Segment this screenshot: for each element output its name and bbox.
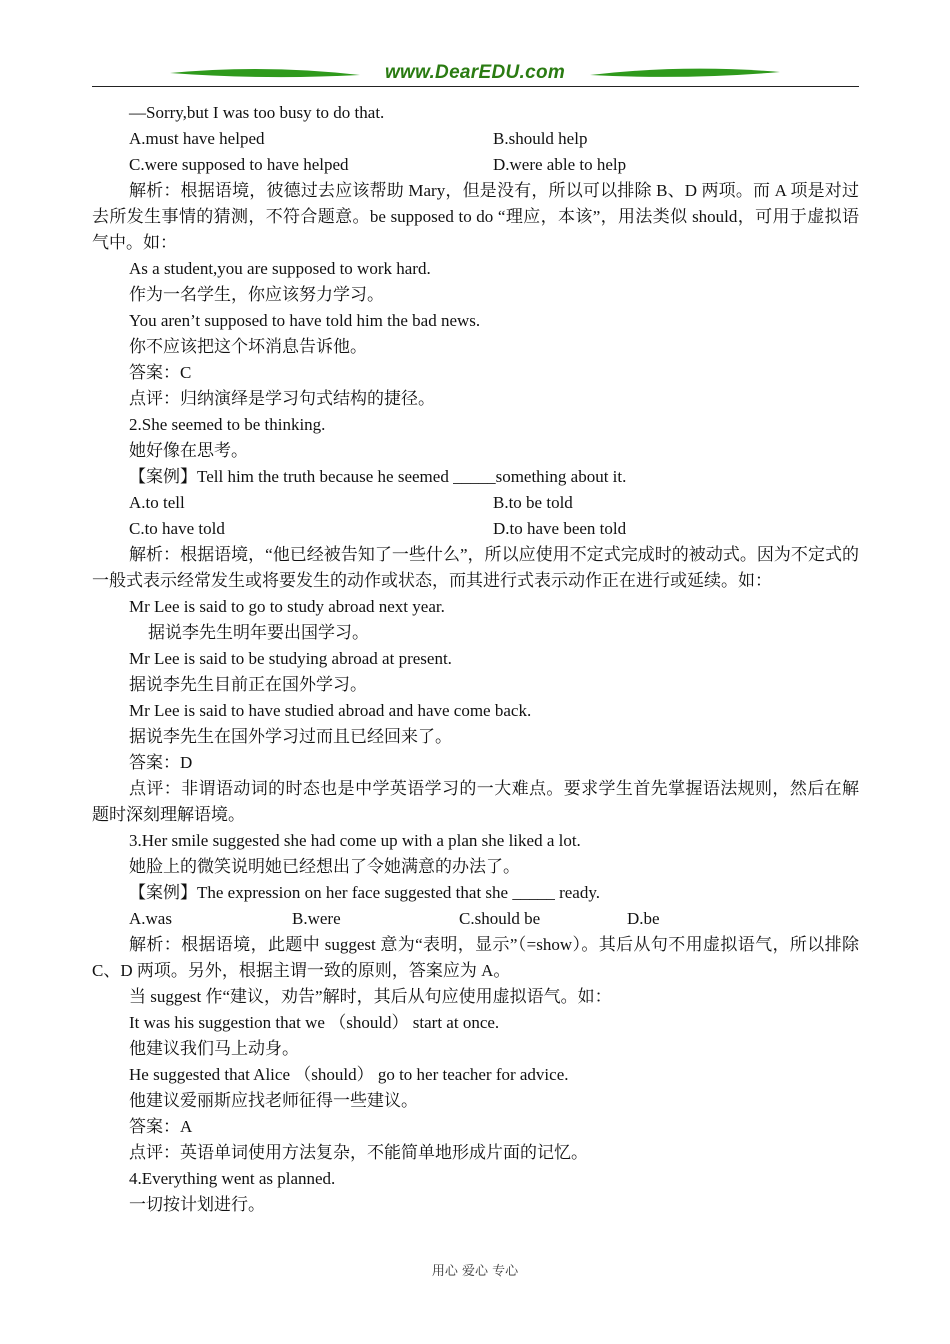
page-footer: 用心 爱心 专心 xyxy=(431,1264,519,1279)
option-c: C.to have told xyxy=(129,519,225,538)
analysis-paragraph: 解析：根据语境，“他已经被告知了一些什么”，所以应使用不定式完成时的被动式。因为不定式的一般式表示经常发生或将要发生的动作或状态，而其进行式表示动作正在进行或延续。如： xyxy=(92,545,859,590)
analysis-paragraph: 解析：根据语境，彼德过去应该帮助 Mary，但是没有，所以可以排除 B、D 两项。而 A 项是对过去所发生事情的猜测，不符合题意。be supposed to do “理应，本该”，用法类似 should，可用于虚拟语气中。如： xyxy=(92,181,859,252)
example-sentence: As a student,you are supposed to work hard. xyxy=(129,259,431,278)
option-d: D.be xyxy=(627,909,660,928)
options-row xyxy=(92,126,859,152)
option-d: D.to have been told xyxy=(493,519,627,538)
comment-line: 点评：英语单词使用方法复杂，不能简单地形成片面的记忆。 xyxy=(129,1143,588,1162)
heading-translation: 一切按计划进行。 xyxy=(129,1195,265,1214)
option-d: D.were able to help xyxy=(493,155,627,174)
example-translation: 作为一名学生，你应该努力学习。 xyxy=(129,285,384,304)
example-sentence: You aren’t supposed to have told him the bad news. xyxy=(129,311,481,330)
case-question: 【案例】Tell him the truth because he seemed _____something about it. xyxy=(129,467,627,486)
example-sentence: He suggested that Alice （should） go to her teacher for advice. xyxy=(129,1065,569,1084)
left-swoosh-decoration xyxy=(170,66,360,80)
options-row xyxy=(92,152,859,178)
answer-line: 答案：A xyxy=(129,1117,193,1136)
option-a: A.was xyxy=(129,909,172,928)
example-translation: 你不应该把这个坏消息告诉他。 xyxy=(129,337,367,356)
comment-paragraph: 点评：非谓语动词的时态也是中学英语学习的一大难点。要求学生首先掌握语法规则，然后在解题时深刻理解语境。 xyxy=(92,779,859,824)
page-header xyxy=(92,60,859,90)
dialogue-reply: —Sorry,but I was too busy to do that. xyxy=(129,103,385,122)
options-row xyxy=(92,906,859,932)
case-question: 【案例】The expression on her face suggested that she _____ ready. xyxy=(129,883,600,902)
option-c: C.should be xyxy=(459,909,541,928)
usage-note: 当 suggest 作“建议，劝告”解时，其后从句应使用虚拟语气。如： xyxy=(129,987,612,1006)
heading-translation: 她脸上的微笑说明她已经想出了令她满意的办法了。 xyxy=(129,857,520,876)
example-translation: 据说李先生在国外学习过而且已经回来了。 xyxy=(129,727,452,746)
section-heading: 3.Her smile suggested she had come up with a plan she liked a lot. xyxy=(129,831,581,850)
option-b: B.should help xyxy=(493,129,588,148)
document-body xyxy=(92,100,859,1218)
comment-line: 点评：归纳演绎是学习句式结构的捷径。 xyxy=(129,389,435,408)
option-b: B.to be told xyxy=(493,493,573,512)
option-c: C.were supposed to have helped xyxy=(129,155,349,174)
analysis-paragraph: 解析：根据语境，此题中 suggest 意为“表明，显示”（=show）。其后从句不用虚拟语气，所以排除 C、D 两项。另外，根据主谓一致的原则，答案应为 A。 xyxy=(92,935,859,980)
option-a: A.must have helped xyxy=(129,129,265,148)
option-b: B.were xyxy=(292,909,341,928)
options-row xyxy=(92,490,859,516)
example-translation: 他建议爱丽斯应找老师征得一些建议。 xyxy=(129,1091,418,1110)
example-translation: 据说李先生目前正在国外学习。 xyxy=(129,675,367,694)
section-heading: 4.Everything went as planned. xyxy=(129,1169,336,1188)
example-translation: 据说李先生明年要出国学习。 xyxy=(148,623,369,642)
example-sentence: It was his suggestion that we （should） start at once. xyxy=(129,1013,500,1032)
example-sentence: Mr Lee is said to be studying abroad at present. xyxy=(129,649,452,668)
example-sentence: Mr Lee is said to go to study abroad next year. xyxy=(129,597,445,616)
option-a: A.to tell xyxy=(129,493,185,512)
options-row xyxy=(92,516,859,542)
example-translation: 他建议我们马上动身。 xyxy=(129,1039,299,1058)
header-rule xyxy=(92,86,859,87)
answer-line: 答案：C xyxy=(129,363,192,382)
right-swoosh-decoration xyxy=(590,66,780,80)
section-heading: 2.She seemed to be thinking. xyxy=(129,415,326,434)
heading-translation: 她好像在思考。 xyxy=(129,441,248,460)
site-logo[interactable]: www.DearEDU.com xyxy=(384,62,566,83)
example-sentence: Mr Lee is said to have studied abroad and have come back. xyxy=(129,701,532,720)
answer-line: 答案：D xyxy=(129,753,193,772)
